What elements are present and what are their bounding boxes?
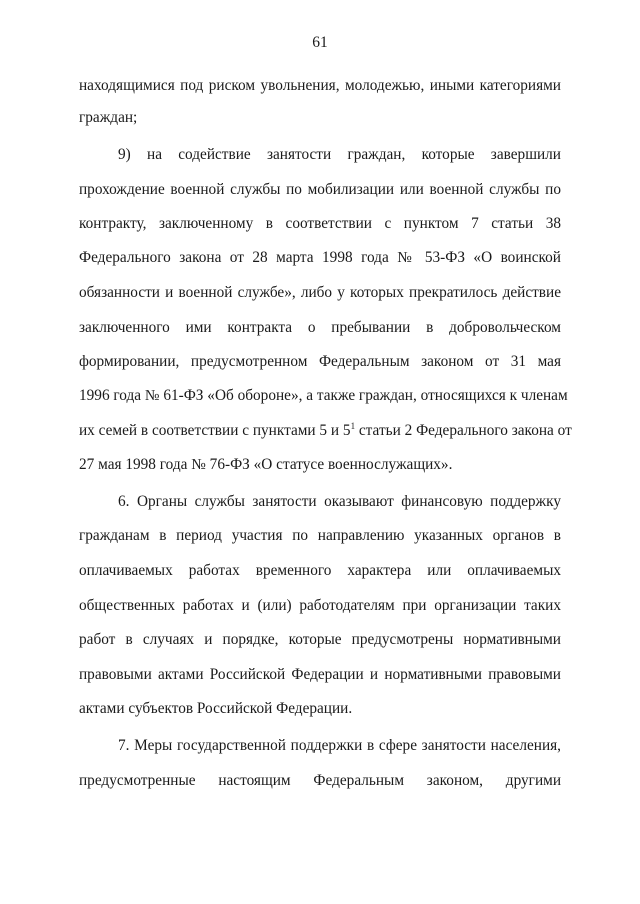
text-line: предусмотренные настоящим Федеральным законом, другими xyxy=(79,772,561,789)
text-line: находящимися под риском увольнения, молодежью, иными категориями xyxy=(79,77,561,94)
text-line: граждан; xyxy=(79,109,138,126)
text-fragment: статьи 2 Федерального закона от xyxy=(355,422,572,439)
text-line: прохождение военной службы по мобилизации или военной службы по xyxy=(79,181,561,198)
text-line: общественных работах и (или) работодателям при организации таких xyxy=(79,597,561,614)
text-line: обязанности и военной службе», либо у которых прекратилось действие xyxy=(79,284,561,301)
text-line: 27 мая 1998 года № 76-ФЗ «О статусе военнослужащих». xyxy=(79,456,453,473)
text-line: оплачиваемых работах временного характера или оплачиваемых xyxy=(79,562,561,579)
point-6-first-line: 6. Органы службы занятости оказывают финансовую поддержку xyxy=(118,493,561,510)
text-line: Федерального закона от 28 марта 1998 года № 53-ФЗ «О воинской xyxy=(79,249,561,266)
superscript: 1 xyxy=(350,421,356,431)
point-7-first-line: 7. Меры государственной поддержки в сфере занятости населения, xyxy=(118,737,561,754)
text-line: правовыми актами Российской Федерации и нормативными правовыми xyxy=(79,666,561,683)
text-line-with-superscript xyxy=(79,421,572,441)
text-line: формировании, предусмотренном Федеральным законом от 31 мая xyxy=(79,353,561,370)
text-line: 1996 года № 61-ФЗ «Об обороне», а также граждан, относящихся к членам xyxy=(79,387,568,404)
text-line: заключенного ими контракта о пребывании в добровольческом xyxy=(79,319,561,336)
page-number: 61 xyxy=(312,34,328,51)
item-9-first-line: 9) на содействие занятости граждан, которые завершили xyxy=(118,146,561,163)
text-fragment: их семей в соответствии с пунктами 5 и 5 xyxy=(79,422,351,439)
text-line: актами субъектов Российской Федерации. xyxy=(79,700,353,717)
text-line: гражданам в период участия по направлению указанных органов в xyxy=(79,527,561,544)
text-line: контракту, заключенному в соответствии с пунктом 7 статьи 38 xyxy=(79,215,561,232)
text-line: работ в случаях и порядке, которые предусмотрены нормативными xyxy=(79,631,561,648)
